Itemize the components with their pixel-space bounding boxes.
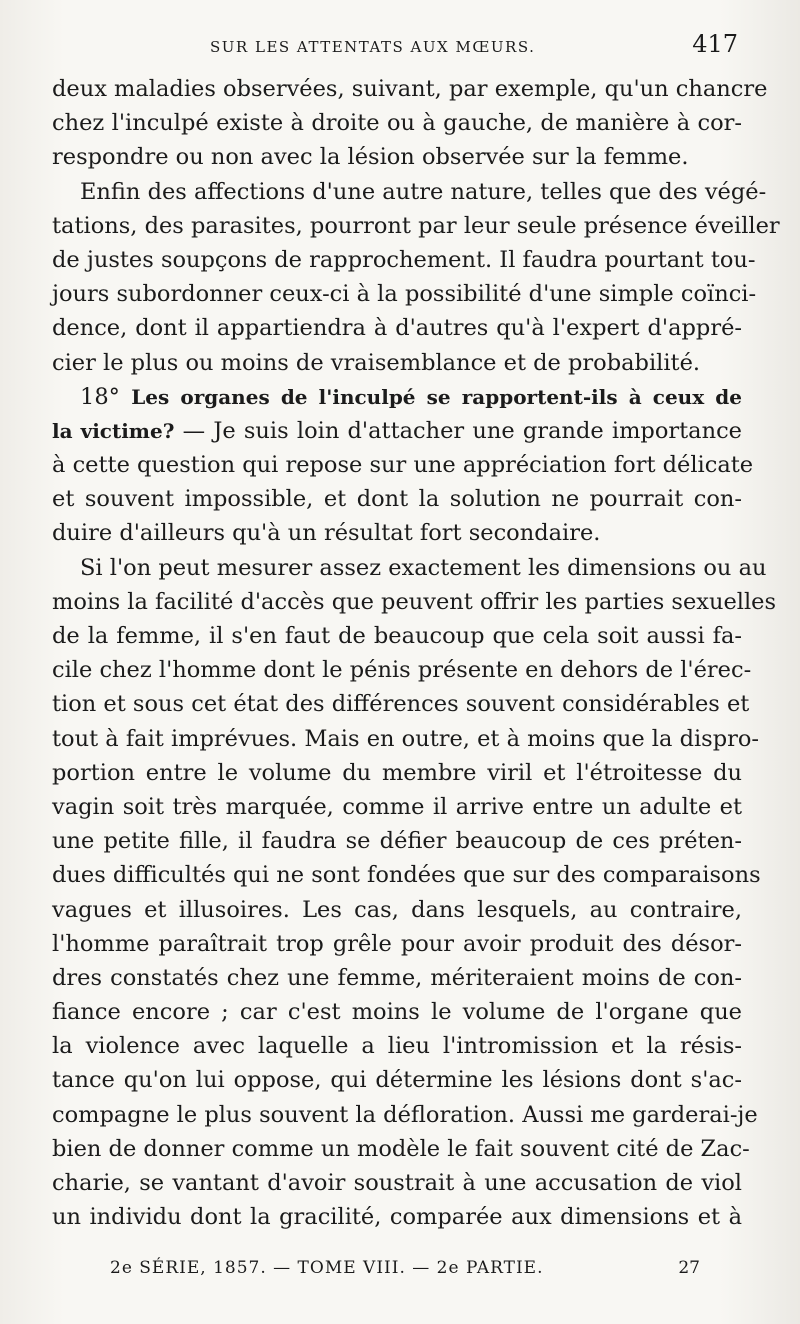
page-header bbox=[60, 30, 750, 66]
section-number: 18° bbox=[80, 383, 132, 410]
body-text bbox=[52, 72, 780, 1234]
section-heading-line bbox=[52, 380, 742, 414]
text-line: moins la facilité d'accès que peuvent offrir les parties sexuelles bbox=[52, 588, 777, 615]
text-line: de la femme, il s'en faut de beaucoup que cela soit aussi fa- bbox=[52, 623, 742, 649]
text-line: tion et sous cet état des différences souvent considérables et bbox=[52, 691, 750, 718]
text-line: tations, des parasites, pourront par leur seule présence éveiller bbox=[52, 212, 780, 239]
page-number: 417 bbox=[692, 30, 738, 58]
text-line: un individu dont la gracilité, comparée aux dimensions et à bbox=[52, 1204, 742, 1231]
text-line: fiance encore ; car c'est moins le volume de l'organe que bbox=[52, 999, 742, 1026]
text-line: à cette question qui repose sur une appréciation fort délicate bbox=[52, 452, 754, 479]
text-line: l'homme paraîtrait trop grêle pour avoir produit des désor- bbox=[52, 930, 742, 957]
series-info: 2e SÉRIE, 1857. — TOME VIII. — 2e PARTIE. bbox=[110, 1258, 544, 1278]
text-line: bien de donner comme un modèle le fait souvent cité de Zac- bbox=[52, 1135, 750, 1162]
text-line: cile chez l'homme dont le pénis présente en dehors de l'érec- bbox=[52, 657, 752, 684]
text-line: Enfin des affections d'une autre nature, telles que des végé- bbox=[80, 178, 767, 205]
text-line: tout à fait imprévues. Mais en outre, et à moins que la dispro- bbox=[52, 725, 760, 752]
text-line: dues difficultés qui ne sont fondées que sur des comparaisons bbox=[52, 862, 761, 889]
text-line: jours subordonner ceux-ci à la possibilité d'une simple coïnci- bbox=[52, 281, 757, 308]
section-heading-continued: la victime? bbox=[52, 418, 175, 443]
signature-mark: 27 bbox=[678, 1258, 700, 1278]
text-line: de justes soupçons de rapprochement. Il faudra pourtant tou- bbox=[52, 246, 756, 273]
text-line: charie, se vantant d'avoir soustrait à une accusation de viol bbox=[52, 1170, 742, 1196]
text-line: portion entre le volume du membre viril et l'étroitesse du bbox=[52, 759, 742, 786]
text-line: respondre ou non avec la lésion observée sur la femme. bbox=[52, 144, 689, 171]
section-heading: Les organes de l'inculpé se rapportent-ils à ceux de bbox=[131, 384, 742, 409]
text-line: cier le plus ou moins de vraisemblance et de probabilité. bbox=[52, 349, 701, 376]
page-footer bbox=[110, 1258, 700, 1288]
text-line: dres constatés chez une femme, mériteraient moins de con- bbox=[52, 964, 742, 991]
text-line: vagues et illusoires. Les cas, dans lesquels, au contraire, bbox=[52, 896, 742, 923]
text-line: compagne le plus souvent la défloration. Aussi me garderai-je bbox=[52, 1101, 758, 1128]
running-title: SUR LES ATTENTATS AUX MŒURS. bbox=[210, 38, 536, 56]
text-line: une petite fille, il faudra se défier beaucoup de ces préten- bbox=[52, 828, 742, 855]
text-line: la violence avec laquelle a lieu l'intromission et la résis- bbox=[52, 1033, 742, 1060]
text-line bbox=[52, 414, 742, 448]
text-line: dence, dont il appartiendra à d'autres qu'à l'expert d'appré- bbox=[52, 315, 742, 342]
text-line: duire d'ailleurs qu'à un résultat fort secondaire. bbox=[52, 520, 601, 547]
text-line: Si l'on peut mesurer assez exactement les dimensions ou au bbox=[80, 554, 767, 581]
text-line: deux maladies observées, suivant, par exemple, qu'un chancre bbox=[52, 76, 768, 102]
text-line: vagin soit très marquée, comme il arrive entre un adulte et bbox=[52, 793, 742, 820]
text-line: chez l'inculpé existe à droite ou à gauche, de manière à cor- bbox=[52, 110, 742, 137]
text-line: et souvent impossible, et dont la solution ne pourrait con- bbox=[52, 486, 742, 513]
text-line: tance qu'on lui oppose, qui détermine les lésions dont s'ac- bbox=[52, 1067, 742, 1094]
section-text: — Je suis loin d'attacher une grande importance bbox=[174, 417, 742, 444]
